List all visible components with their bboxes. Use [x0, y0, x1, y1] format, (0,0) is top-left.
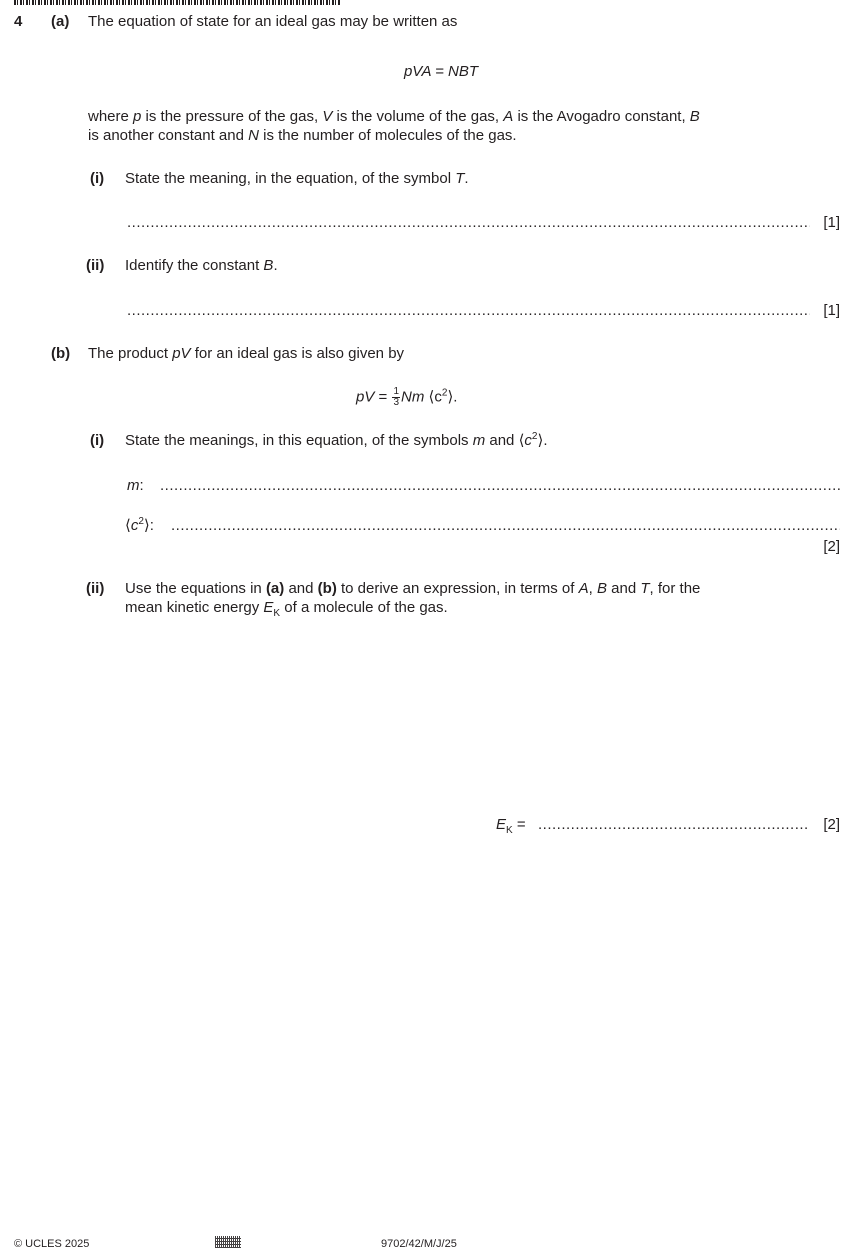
part-b-label: (b)	[51, 345, 71, 362]
part-b-ii-label: (ii)	[86, 580, 105, 597]
part-b-ii-question: Use the equations in (a) and (b) to derive an expression, in terms of A, B and T, for the	[125, 580, 701, 597]
part-a-definitions-line2: is another constant and N is the number of molecules of the gas.	[88, 127, 517, 144]
footer-paper-code: 9702/42/M/J/25	[381, 1238, 457, 1250]
part-b-intro: The product pV for an ideal gas is also given by	[88, 345, 405, 362]
marks-b-i: [2]	[823, 538, 840, 555]
answer-label-ek: $E_K$ =	[496, 816, 526, 836]
answer-label-m: m:	[127, 477, 144, 494]
part-a-intro: The equation of state for an ideal gas may be written as	[88, 13, 458, 30]
marks-a-ii: [1]	[823, 302, 840, 319]
footer-copyright: © UCLES 2025	[14, 1238, 90, 1250]
part-a-definitions: where p is the pressure of the gas, V is the volume of the gas, A is the Avogadro constant, B	[88, 108, 700, 125]
part-a-ii-label: (ii)	[86, 257, 105, 274]
answer-line-b-ii[interactable]	[538, 815, 810, 834]
part-a-i-label: (i)	[90, 170, 105, 187]
part-a-ii-question: Identify the constant B.	[125, 257, 278, 274]
answer-line-b-i-c2[interactable]	[171, 516, 840, 535]
kinetic-theory-equation: pV = $\frac{1}{3}$ Nm $⟨c^2⟩$.	[356, 386, 458, 408]
answer-line-a-ii[interactable]	[127, 301, 810, 320]
marks-a-i: [1]	[823, 214, 840, 231]
answer-line-a-i[interactable]	[127, 213, 810, 232]
part-a-label: (a)	[51, 13, 70, 30]
part-a-i-question: State the meaning, in the equation, of the symbol T.	[125, 170, 469, 187]
marks-b-ii: [2]	[823, 816, 840, 833]
part-b-i-question: State the meanings, in this equation, of the symbols m and $⟨c^2⟩$.	[125, 431, 548, 449]
question-number: 4	[14, 13, 23, 30]
answer-line-b-i-m[interactable]	[160, 476, 840, 495]
top-barcode	[14, 0, 340, 5]
answer-label-c2: $⟨c^2⟩$:	[125, 516, 154, 534]
equation-of-state: pVA = NBT	[403, 63, 479, 80]
part-b-i-label: (i)	[90, 432, 105, 449]
part-b-ii-question-line2: mean kinetic energy $E_K$ of a molecule of the gas.	[125, 599, 448, 619]
footer-qr-code	[215, 1236, 241, 1248]
fraction-one-third: $\frac{1}{3}$	[393, 386, 400, 408]
